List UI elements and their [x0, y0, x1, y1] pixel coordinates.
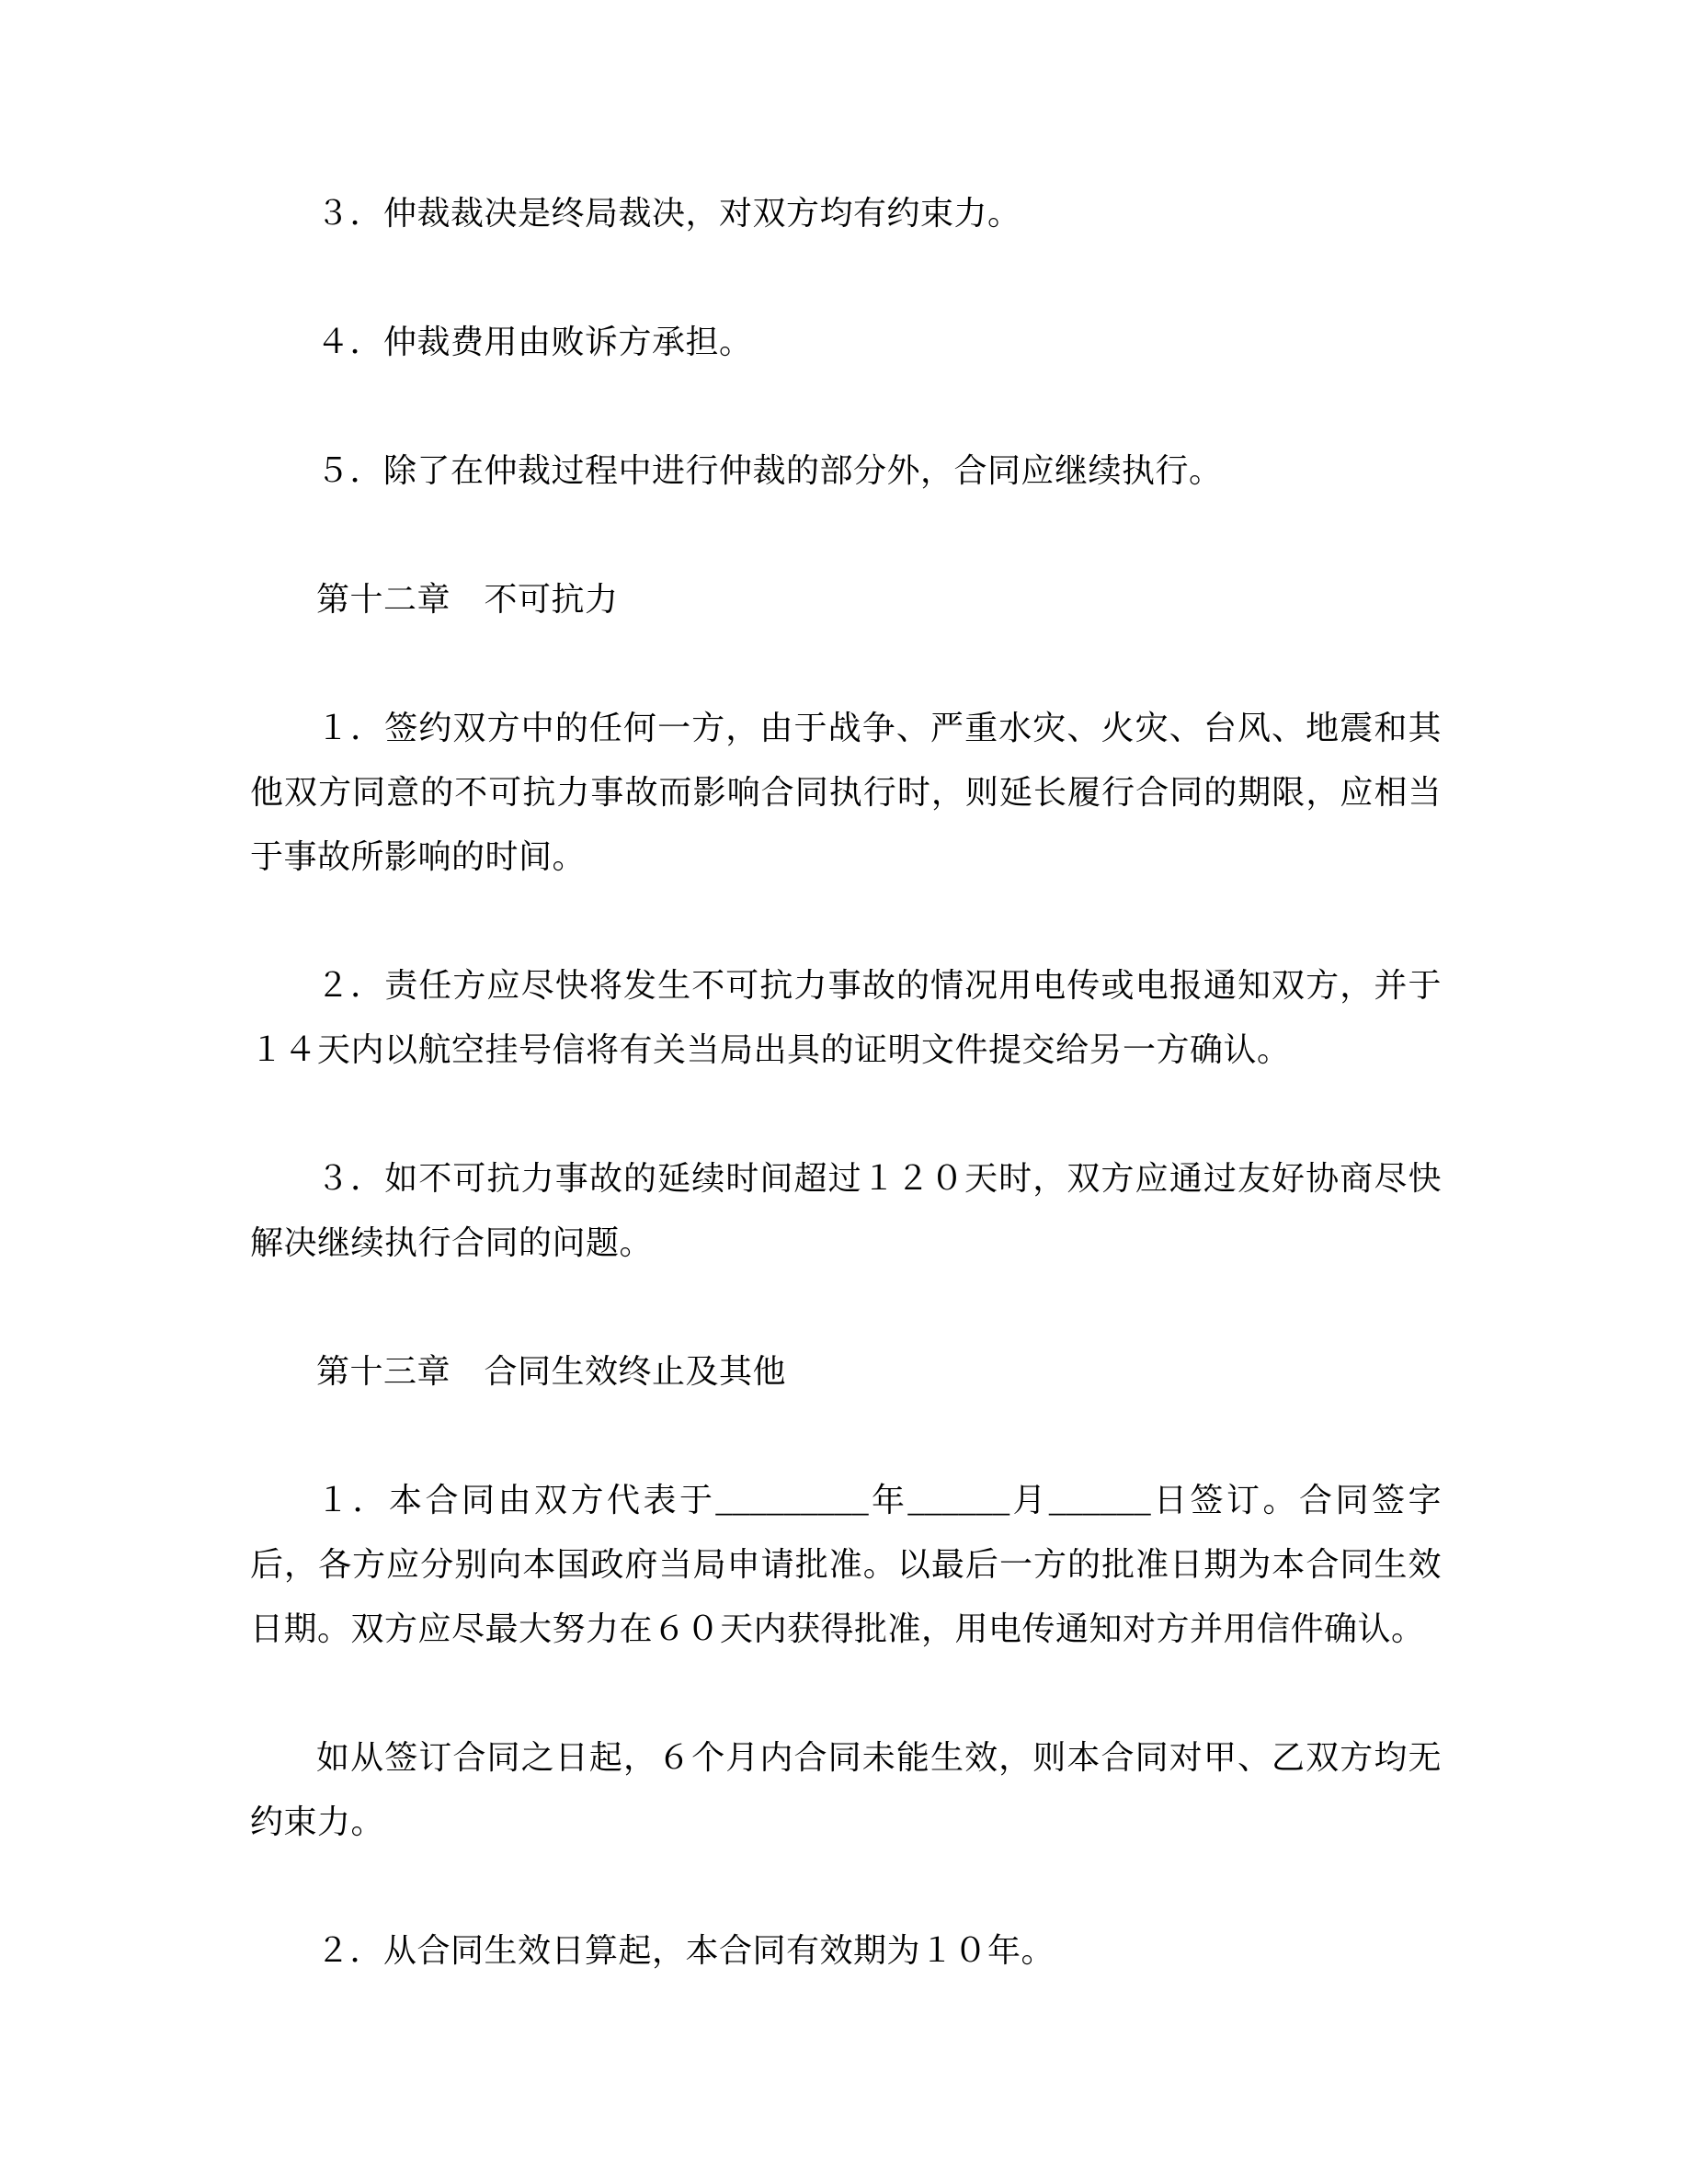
arbitration-clause-3: ３．仲裁裁决是终局裁决，对双方均有约束力。: [316, 195, 1021, 232]
effectiveness-clause-2: ２．从合同生效日算起，本合同有效期为１０年。: [316, 1932, 1055, 1969]
chapter-13-heading: 第十三章 合同生效终止及其他: [316, 1353, 787, 1390]
force-majeure-clause-3: ３．如不可抗力事故的延续时间超过１２０天时，双方应通过友好协商尽快解决继续执行合同的问题。: [250, 1160, 1442, 1261]
effectiveness-clause-1: １．本合同由双方代表于_________年______月______日签订。合同签字后，各方应分别向本国政府当局申请批准。以最后一方的批准日期为本合同生效日期。双方应尽最大努力在６０天内获得批准，用电传通知对方并用信件确认。: [250, 1482, 1442, 1647]
force-majeure-clause-2: ２．责任方应尽快将发生不可抗力事故的情况用电传或电报通知双方，并于１４天内以航空挂号信将有关当局出具的证明文件提交给另一方确认。: [250, 967, 1442, 1068]
effectiveness-clause-1-continued: 如从签订合同之日起，６个月内合同未能生效，则本合同对甲、乙双方均无约束力。: [250, 1739, 1442, 1840]
arbitration-clause-4: ４．仲裁费用由败诉方承担。: [316, 324, 753, 360]
chapter-12-heading: 第十二章 不可抗力: [316, 581, 619, 618]
force-majeure-clause-1: １．签约双方中的任何一方，由于战争、严重水灾、火灾、台风、地震和其他双方同意的不可抗力事故而影响合同执行时，则延长履行合同的期限，应相当于事故所影响的时间。: [250, 710, 1442, 875]
arbitration-clause-5: ５．除了在仲裁过程中进行仲裁的部分外，合同应继续执行。: [316, 452, 1223, 489]
